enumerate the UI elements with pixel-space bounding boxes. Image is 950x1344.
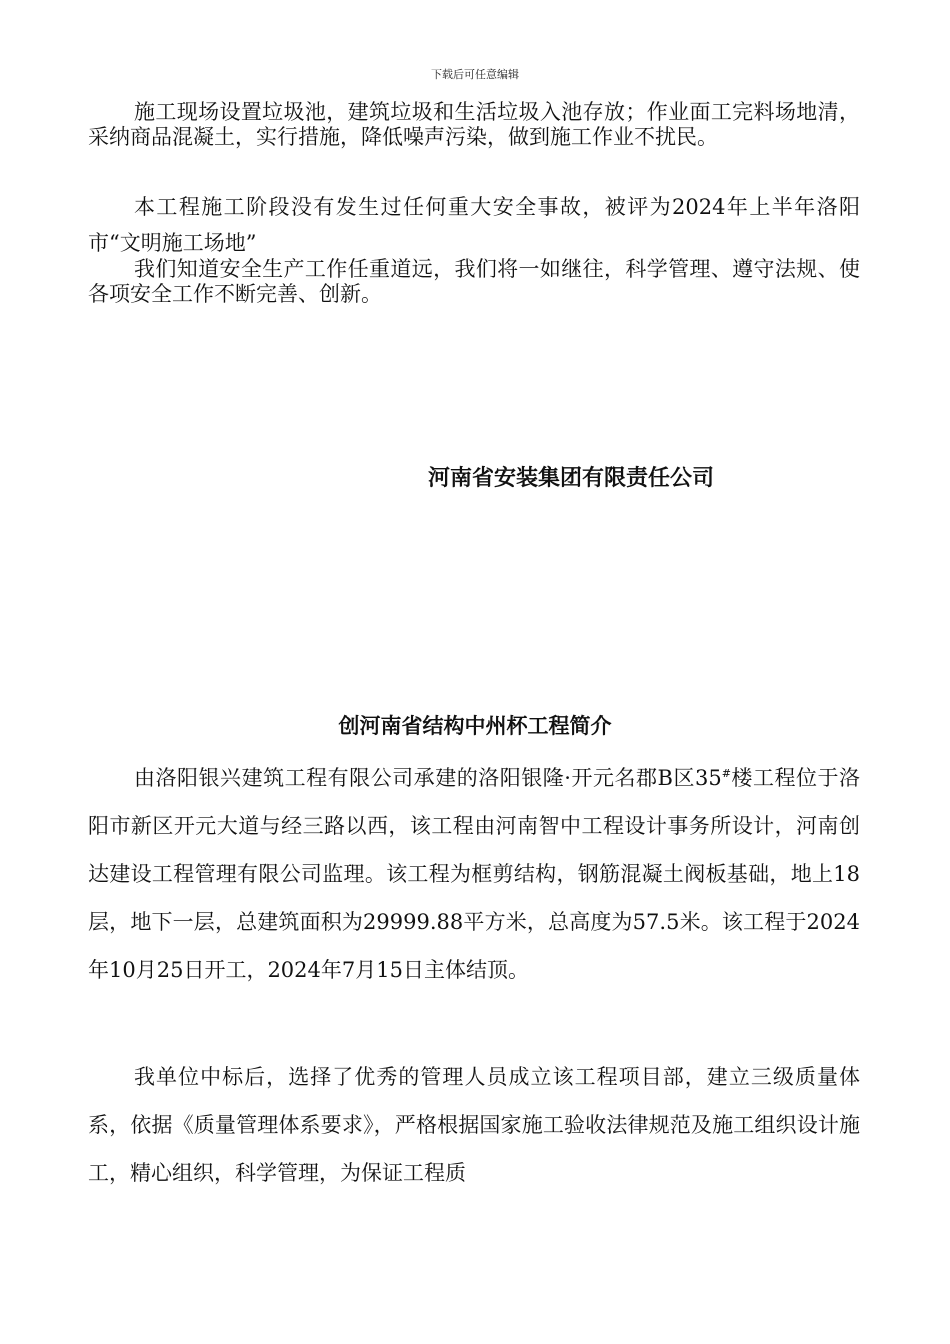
paragraph-waste-management: 施工现场设置垃圾池，建筑垃圾和生活垃圾入池存放；作业面工完料场地清，采纳商品混凝土，实行措施，降低噪声污染，做到施工作业不扰民。 (88, 100, 860, 149)
page-header-note: 下载后可任意编辑 (431, 68, 519, 81)
paragraph-commitment: 我们知道安全生产工作任重道远，我们将一如继往，科学管理、遵守法规、使各项安全工作不断完善、创新。 (88, 257, 860, 306)
building-number-mark: # (721, 767, 731, 780)
project-overview-text-rest: 楼工程位于洛阳市新区开元大道与经三路以西，该工程由河南智中工程设计事务所设计，河南创达建设工程管理有限公司监理。该工程为框剪结构，钢筋混凝土阀板基础，地上18层，地下一层，总建筑面积为29999.88平方米，总高度为57.5米。该工程于2024年10月25日开工，2024年7月15日主体结顶。 (88, 766, 861, 982)
paragraph-project-overview (88, 754, 860, 994)
paragraph-quality-management: 我单位中标后，选择了优秀的管理人员成立该工程项目部，建立三级质量体系，依据《质量管理体系要求》，严格根据国家施工验收法律规范及施工组织设计施工，精心组织，科学管理，为保证工程质 (88, 1065, 860, 1185)
project-overview-text-start: 由洛阳银兴建筑工程有限公司承建的洛阳银隆·开元名郡B区35 (134, 766, 722, 790)
company-signature: 河南省安装集团有限责任公司 (428, 466, 715, 491)
paragraph-safety-record: 本工程施工阶段没有发生过任何重大安全事故，被评为2024年上半年洛阳市“文明施工场地” (88, 195, 860, 255)
section-title: 创河南省结构中州杯工程简介 (338, 714, 612, 738)
